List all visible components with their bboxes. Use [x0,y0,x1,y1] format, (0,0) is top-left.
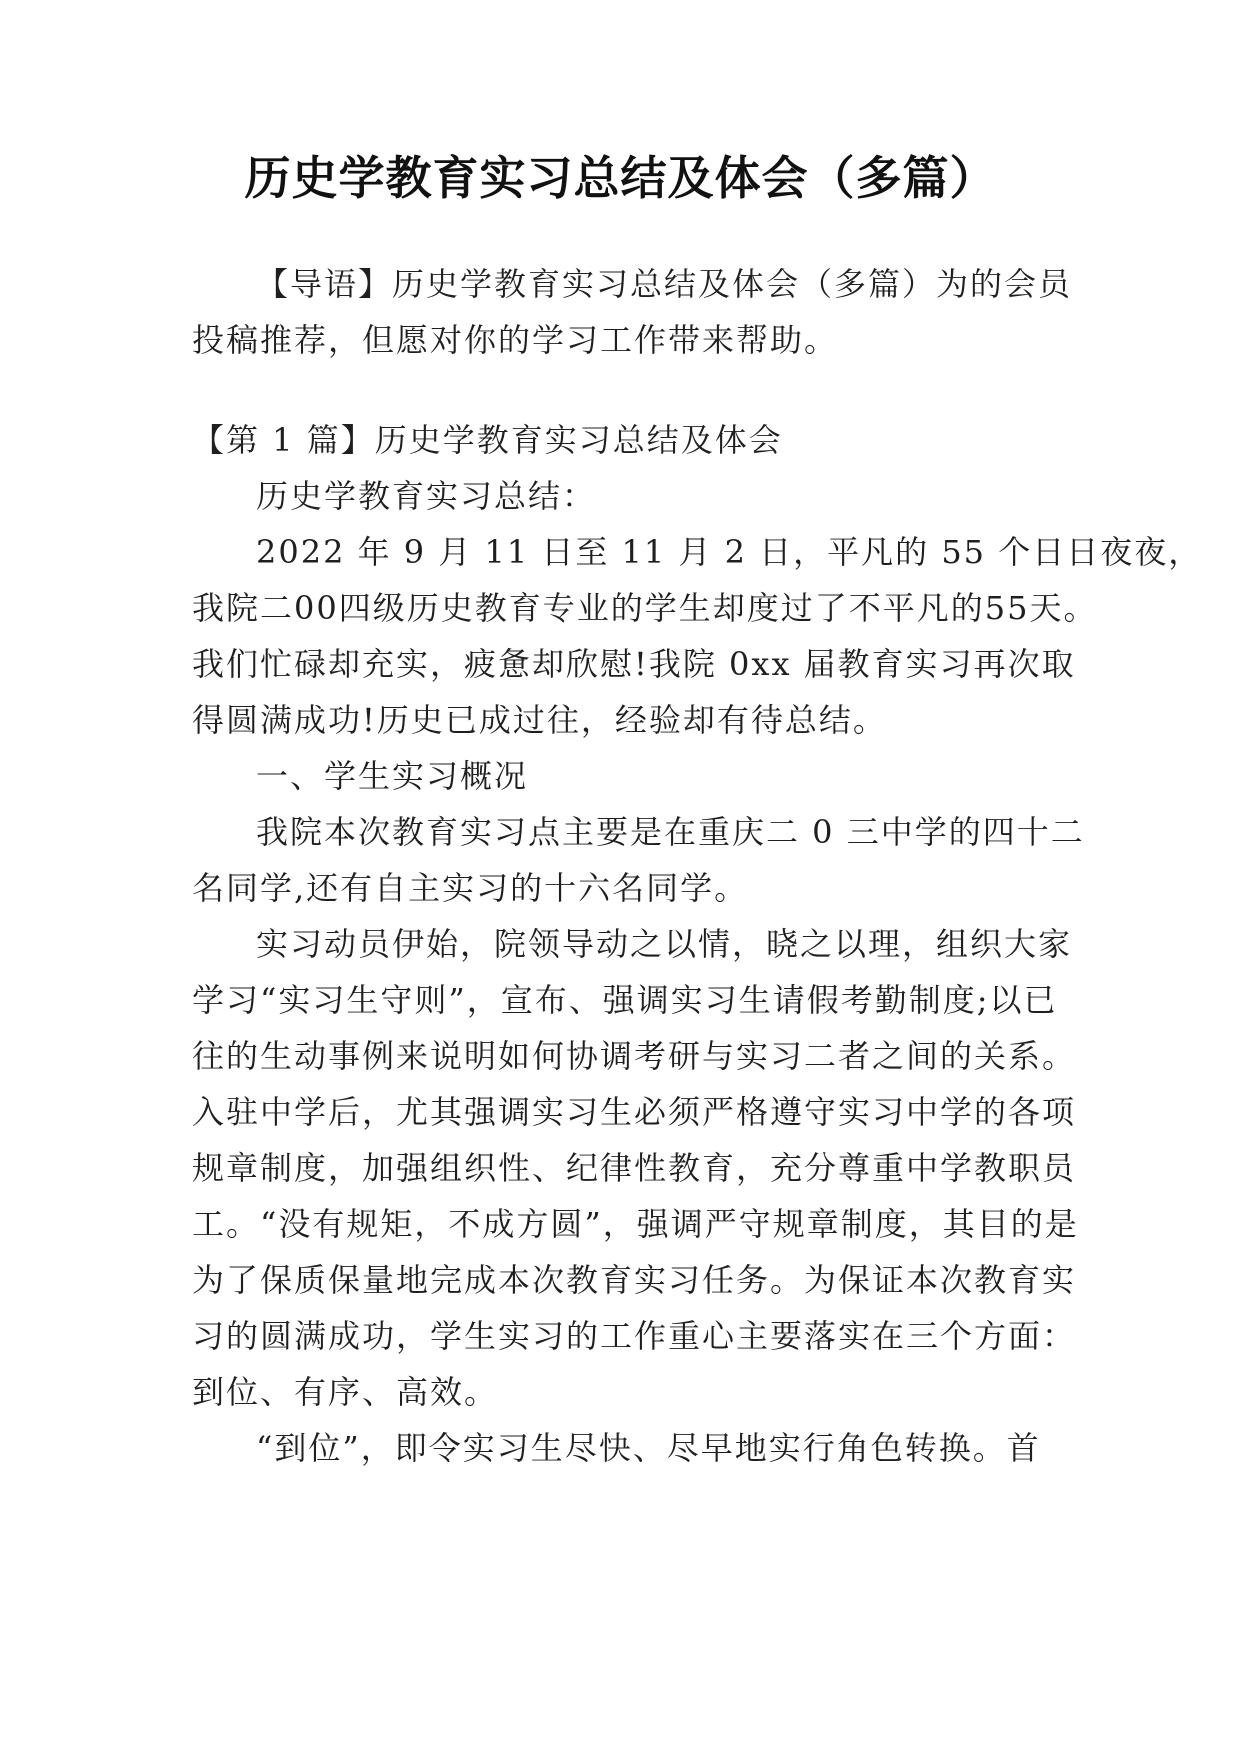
intro-paragraph-line-2: 投稿推荐，但愿对你的学习工作带来帮助。 [192,321,839,359]
subsection-heading: 一、学生实习概况 [256,757,529,795]
paragraph-line: “到位”，即令实习生尽快、尽早地实行角色转换。首 [256,1429,1041,1467]
paragraph-line: 我院二00四级历史教育专业的学生却度过了不平凡的55天。 [192,589,1098,627]
paragraph-line: 我院本次教育实习点主要是在重庆二 0 三中学的四十二 [256,813,1085,851]
intro-paragraph-line-1: 【导语】历史学教育实习总结及体会（多篇）为的会员 [256,265,1073,303]
paragraph-line: 工。“没有规矩，不成方圆”，强调严守规章制度，其目的是 [192,1205,1079,1243]
paragraph-line: 学习“实习生守则”，宣布、强调实习生请假考勤制度;以已 [192,981,1058,1019]
section-heading: 【第 1 篇】历史学教育实习总结及体会 [192,421,783,459]
paragraph-line: 我们忙碌却充实，疲惫却欣慰!我院 0xx 届教育实习再次取 [192,645,1076,683]
paragraph-line: 到位、有序、高效。 [192,1373,499,1411]
paragraph-line: 名同学,还有自主实习的十六名同学。 [192,869,749,907]
paragraph-line: 往的生动事例来说明如何协调考研与实习二者之间的关系。 [192,1037,1077,1075]
paragraph-line: 得圆满成功!历史已成过往，经验却有待总结。 [192,701,887,739]
paragraph-line: 实习动员伊始，院领导动之以情，晓之以理，组织大家 [256,925,1073,963]
paragraph-line: 规章制度，加强组织性、纪律性教育，充分尊重中学教职员 [192,1149,1077,1187]
paragraph-line: 2022 年 9 月 11 日至 11 月 2 日，平凡的 55 个日日夜夜， [256,533,1203,571]
paragraph-line: 入驻中学后，尤其强调实习生必须严格遵守实习中学的各项 [192,1093,1077,1131]
paragraph-line: 为了保质保量地完成本次教育实习任务。为保证本次教育实 [192,1261,1077,1299]
document-title: 历史学教育实习总结及体会（多篇） [244,151,997,205]
subheading: 历史学教育实习总结： [256,477,597,515]
paragraph-line: 习的圆满成功，学生实习的工作重心主要落实在三个方面： [192,1317,1077,1355]
